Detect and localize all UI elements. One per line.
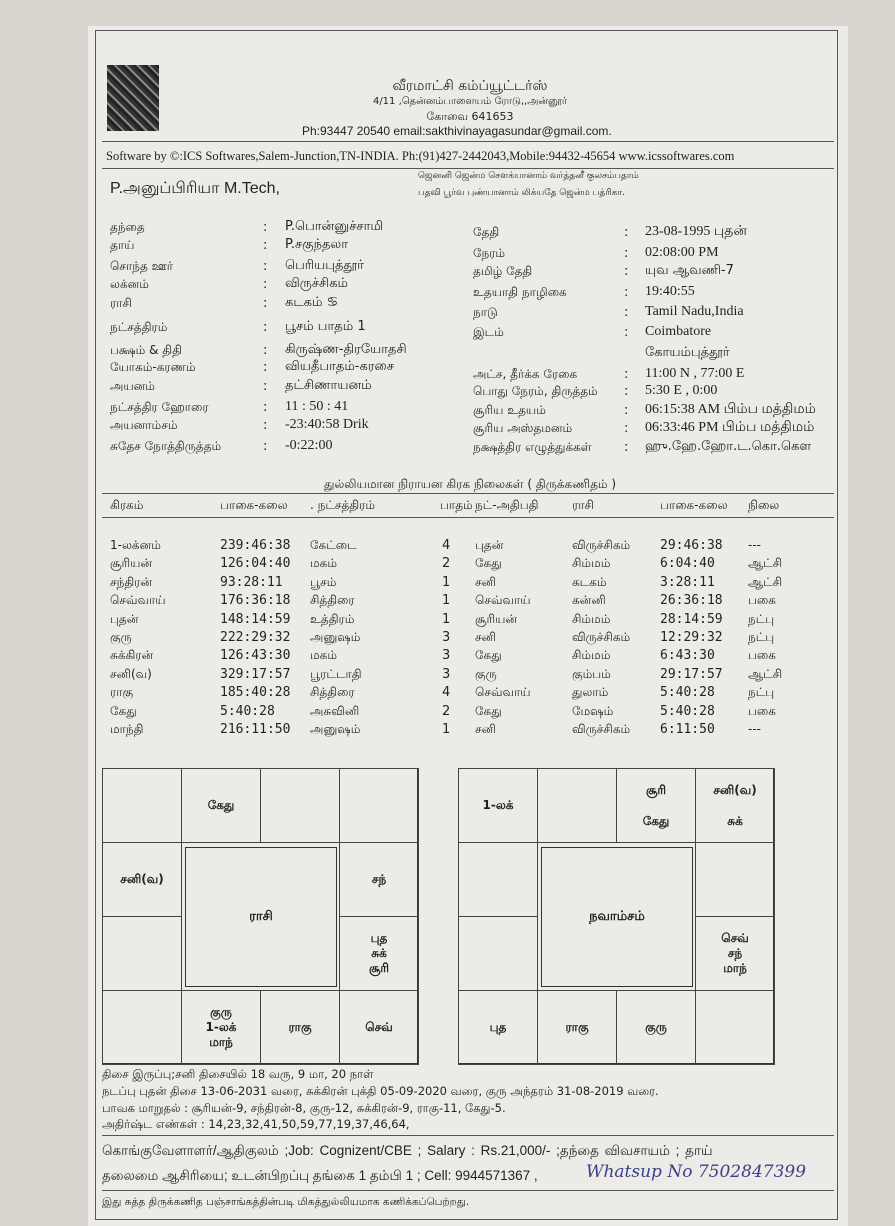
table-cell: 2 bbox=[442, 703, 451, 719]
shop-name: வீரமாட்சி கம்ப்யூட்டர்ஸ் bbox=[392, 78, 548, 94]
detail-value: 5:30 E , 0:00 bbox=[645, 383, 718, 398]
table-cell: சிம்மம் bbox=[572, 556, 611, 571]
table-cell: பகை bbox=[748, 593, 776, 608]
detail-value: Tamil Nadu,India bbox=[645, 304, 744, 319]
table-cell: 176:36:18 bbox=[220, 593, 291, 609]
table-cell: ஆட்சி bbox=[748, 556, 783, 571]
planet-label: புத bbox=[370, 931, 388, 945]
colon: : bbox=[624, 225, 629, 240]
table-cell: உத்திரம் bbox=[310, 611, 355, 626]
detail-value: யுவ ஆவணி-7 bbox=[645, 263, 734, 278]
detail-label: லக்னம் bbox=[110, 277, 149, 291]
table-cell: 1 bbox=[442, 574, 451, 590]
table-cell: 329:17:57 bbox=[220, 666, 291, 682]
table-cell: சனி bbox=[475, 722, 496, 736]
info-line-2: தலைமை ஆசிரியை; உடன்பிறப்பு தங்கை 1 தம்பி 1 ; Cell: 9944571367 , bbox=[102, 1168, 538, 1183]
software-credit: Software by ©:ICS Softwares,Salem-Junction,TN-INDIA. Ph:(91)427-2442043,Mobile:94432-45654 www.icssoftwares.com bbox=[106, 149, 735, 163]
detail-value: -23:40:58 Drik bbox=[285, 417, 369, 432]
table-cell: 126:43:30 bbox=[220, 648, 291, 664]
table-cell: 148:14:59 bbox=[220, 611, 291, 627]
shop-address: 4/11 ,தென்னம்பாளையம் ரோடு,,அன்னூர் bbox=[372, 96, 568, 107]
table-cell: சந்திரன் bbox=[110, 574, 153, 589]
planet-label: சந் bbox=[727, 946, 743, 960]
table-cell: கடகம் bbox=[572, 574, 607, 589]
table-cell: ராகு bbox=[110, 685, 134, 700]
planet-label: மாந் bbox=[723, 961, 747, 975]
table-cell: சித்திரை bbox=[310, 593, 355, 608]
chart-house bbox=[695, 916, 775, 991]
detail-value: கோயம்புத்தூர் bbox=[645, 345, 730, 360]
table-cell: 29:17:57 bbox=[660, 666, 723, 682]
table-cell: 126:04:40 bbox=[220, 556, 291, 572]
detail-label: ராசி bbox=[110, 296, 132, 310]
info-line-1: கொங்குவேளாளர்/ஆதிகுலம் ;Job: Cognizent/CBE ; Salary : Rs.21,000/- ;தந்தை விவசாயம் ; தாய் bbox=[102, 1143, 713, 1158]
detail-label: நக்ஷத்திர எழுத்துக்கள் bbox=[473, 440, 592, 454]
planet-label: குரு bbox=[210, 1005, 232, 1019]
person-name: P.அனுப்பிரியா M.Tech, bbox=[110, 180, 280, 197]
detail-label: பொது நேரம், திருத்தம் bbox=[473, 384, 598, 398]
chart-house bbox=[181, 990, 261, 1065]
table-cell: பூசம் bbox=[310, 574, 337, 589]
chart-house bbox=[339, 768, 419, 843]
colon: : bbox=[263, 277, 268, 292]
chart-house bbox=[695, 990, 775, 1065]
navamsa-chart bbox=[458, 768, 774, 1064]
table-cell: ஆட்சி bbox=[748, 574, 783, 589]
current-dasa: நடப்பு புதன் திசை 13-06-2031 வரை, சுக்கிரன் புக்தி 05-09-2020 வரை, குரு அந்தரம் 31-08-2019 வரை. bbox=[102, 1084, 659, 1098]
table-cell: 185:40:28 bbox=[220, 685, 291, 701]
table-cell: மகம் bbox=[310, 648, 337, 663]
chart-house bbox=[339, 990, 419, 1065]
detail-value: 06:33:46 PM பிம்ப மத்திமம் bbox=[645, 420, 815, 435]
colon: : bbox=[263, 220, 268, 235]
detail-label: அட்ச, தீர்க்க ரேகை bbox=[473, 367, 578, 381]
table-cell: குரு bbox=[110, 630, 132, 644]
table-cell: 2 bbox=[442, 556, 451, 572]
chart-house bbox=[616, 990, 696, 1065]
planet-label: சூரி bbox=[368, 961, 390, 975]
table-cell: துலாம் bbox=[572, 685, 609, 700]
table-cell: புதன் bbox=[475, 538, 504, 552]
detail-label: தமிழ் தேதி bbox=[473, 264, 533, 278]
chart-house bbox=[695, 842, 775, 917]
table-cell: செவ்வாய் bbox=[475, 593, 531, 608]
planet-label: கேது bbox=[207, 798, 235, 812]
planet-label: புத bbox=[489, 1020, 507, 1034]
planet-label: 1-லக் bbox=[205, 1020, 237, 1034]
colon: : bbox=[624, 440, 629, 455]
detail-label: நாடு bbox=[473, 305, 498, 319]
table-cell: பகை bbox=[748, 703, 776, 718]
chart-house bbox=[616, 768, 696, 843]
colon: : bbox=[263, 400, 268, 415]
table-cell: 6:43:30 bbox=[660, 648, 715, 664]
chart-house bbox=[260, 768, 340, 843]
colon: : bbox=[624, 367, 629, 382]
chart-house bbox=[458, 990, 538, 1065]
table-cell: மகம் bbox=[310, 556, 337, 571]
table-cell: புதன் bbox=[110, 611, 139, 626]
table-cell: மேஷம் bbox=[572, 703, 614, 718]
detail-value: 11:00 N , 77:00 E bbox=[645, 366, 745, 381]
table-cell: 6:04:40 bbox=[660, 556, 715, 572]
table-cell: கேட்டை bbox=[310, 538, 357, 552]
table-cell: நட்பு bbox=[748, 611, 775, 626]
detail-label: சூரிய அஸ்தமனம் bbox=[473, 421, 573, 435]
table-cell: சனி bbox=[475, 630, 496, 644]
table-cell: 4 bbox=[442, 685, 451, 701]
detail-value: 06:15:38 AM பிம்ப மத்திமம் bbox=[645, 402, 816, 417]
accuracy-note: இது சுத்த திருக்கணித பஞ்சாங்கத்தின்படி மிகத்துல்லியமாக கணிக்கப்பெற்றது. bbox=[102, 1196, 470, 1208]
table-cell: சனி bbox=[475, 574, 496, 589]
table-cell: 12:29:32 bbox=[660, 630, 723, 645]
colon: : bbox=[624, 421, 629, 436]
table-cell: கேது bbox=[475, 556, 502, 571]
table-cell: 1 bbox=[442, 722, 451, 737]
column-header: . நட்சத்திரம் bbox=[310, 498, 376, 512]
table-cell: அசுவினி bbox=[310, 703, 360, 718]
colon: : bbox=[263, 343, 268, 358]
colon: : bbox=[263, 296, 268, 311]
chart-house bbox=[458, 842, 538, 917]
table-cell: ஆட்சி bbox=[748, 666, 783, 681]
logo-image bbox=[107, 65, 159, 131]
table-cell: சனி(வ) bbox=[110, 666, 152, 681]
chart-house bbox=[695, 768, 775, 843]
table-cell: 3:28:11 bbox=[660, 574, 715, 590]
table-cell: கேது bbox=[110, 703, 137, 718]
chart-house bbox=[102, 768, 182, 843]
detail-value: 02:08:00 PM bbox=[645, 245, 719, 260]
detail-label: அயனம் bbox=[110, 379, 155, 393]
dasa-balance: திசை இருப்பு;சனி திசையில் 18 வரு, 9 மா, 20 நாள் bbox=[102, 1067, 374, 1081]
planet-label: சூரி bbox=[645, 782, 667, 797]
table-cell: 3 bbox=[442, 666, 451, 682]
detail-label: அயனாம்சம் bbox=[110, 418, 178, 432]
shop-contact: Ph:93447 20540 email:sakthivinayagasundar@gmail.com. bbox=[302, 124, 612, 138]
planet-label: 1-லக் bbox=[482, 798, 514, 812]
detail-value: பூசம் பாதம் 1 bbox=[285, 319, 366, 334]
verse-line-1: ஜெனனி ஜென்ம சௌக்யானாம் வர்த்தனீ குலசம்பதாம் bbox=[418, 171, 639, 181]
detail-value: P.பொன்னுச்சாமி bbox=[285, 219, 384, 234]
chart-house bbox=[458, 916, 538, 991]
colon: : bbox=[263, 379, 268, 394]
table-cell: விருச்சிகம் bbox=[572, 538, 631, 552]
lucky-numbers: அதிர்ஷ்ட எண்கள் : 14,23,32,41,50,59,77,19,37,46,64, bbox=[102, 1117, 410, 1131]
detail-label: சொந்த ஊர் bbox=[110, 259, 173, 273]
planet-label: சுக் bbox=[727, 813, 743, 828]
planet-label: செவ் bbox=[721, 931, 749, 945]
table-cell: விருச்சிகம் bbox=[572, 630, 631, 644]
table-cell: பகை bbox=[748, 648, 776, 663]
table-cell: --- bbox=[748, 538, 761, 552]
table-cell: சூரியன் bbox=[110, 556, 153, 571]
chart-house bbox=[102, 990, 182, 1065]
chart-house bbox=[102, 842, 182, 917]
planet-label: சந் bbox=[371, 872, 387, 886]
chart-title: நவாம்சம் bbox=[541, 847, 693, 987]
table-cell: 3 bbox=[442, 648, 451, 664]
table-cell: 29:46:38 bbox=[660, 538, 723, 553]
detail-label: நட்சத்திரம் bbox=[110, 320, 168, 334]
shop-city: கோவை 641653 bbox=[426, 110, 514, 123]
column-header: ராசி bbox=[572, 498, 594, 512]
detail-value: -0:22:00 bbox=[285, 438, 333, 453]
table-cell: 1 bbox=[442, 611, 451, 627]
table-cell: 5:40:28 bbox=[660, 685, 715, 701]
table-cell: மாந்தி bbox=[110, 722, 144, 736]
colon: : bbox=[263, 360, 268, 375]
colon: : bbox=[263, 259, 268, 274]
planet-label: மாந் bbox=[209, 1035, 233, 1049]
detail-label: நேரம் bbox=[473, 246, 506, 260]
table-title: துல்லியமான நிராயன கிரக நிலைகள் ( திருக்கணிதம் ) bbox=[323, 477, 617, 491]
colon: : bbox=[624, 305, 629, 320]
colon: : bbox=[624, 264, 629, 279]
table-cell: 1-லக்னம் bbox=[110, 538, 161, 552]
colon: : bbox=[624, 403, 629, 418]
table-cell: 6:11:50 bbox=[660, 722, 715, 737]
detail-value: கடகம் ♋ bbox=[285, 295, 339, 310]
table-cell: 28:14:59 bbox=[660, 611, 723, 627]
table-cell: சூரியன் bbox=[475, 611, 518, 626]
planet-label: ராகு bbox=[288, 1020, 312, 1034]
table-cell: அனுஷம் bbox=[310, 630, 361, 644]
detail-value: கிருஷ்ண-திரயோதசி bbox=[285, 342, 407, 357]
table-cell: 26:36:18 bbox=[660, 593, 723, 609]
colon: : bbox=[263, 320, 268, 335]
column-header: பாகை-கலை bbox=[660, 498, 728, 512]
chart-house bbox=[339, 916, 419, 991]
table-cell: அனுஷம் bbox=[310, 722, 361, 736]
column-header: பாதம் bbox=[440, 498, 473, 512]
detail-value: 23-08-1995 புதன் bbox=[645, 224, 747, 239]
chart-house bbox=[181, 768, 261, 843]
planet-label: கேது bbox=[642, 813, 670, 828]
table-cell: கேது bbox=[475, 703, 502, 718]
chart-house bbox=[458, 768, 538, 843]
planet-label: ராகு bbox=[565, 1020, 589, 1034]
table-cell: 222:29:32 bbox=[220, 630, 291, 645]
colon: : bbox=[624, 325, 629, 340]
colon: : bbox=[624, 246, 629, 261]
detail-value: P.சகுந்தலா bbox=[285, 237, 349, 252]
table-cell: நட்பு bbox=[748, 630, 775, 644]
detail-value: பெரியபுத்தூர் bbox=[285, 258, 364, 273]
detail-value: 19:40:55 bbox=[645, 284, 695, 299]
column-header: பாகை-கலை bbox=[220, 498, 288, 512]
chart-house bbox=[537, 768, 617, 843]
detail-label: சூரிய உதயம் bbox=[473, 403, 546, 417]
detail-value: தட்சிணாயனம் bbox=[285, 378, 372, 393]
planet-label: செவ் bbox=[365, 1020, 393, 1034]
detail-label: தேதி bbox=[473, 225, 500, 239]
detail-label: நட்சத்திர ஹோரை bbox=[110, 400, 209, 414]
table-cell: கன்னி bbox=[572, 593, 606, 608]
table-cell: நட்பு bbox=[748, 685, 775, 700]
table-cell: 93:28:11 bbox=[220, 574, 283, 590]
colon: : bbox=[624, 285, 629, 300]
table-cell: 216:11:50 bbox=[220, 722, 291, 737]
table-cell: 239:46:38 bbox=[220, 538, 291, 553]
table-cell: சிம்மம் bbox=[572, 611, 611, 626]
table-cell: சித்திரை bbox=[310, 685, 355, 700]
verse-line-2: பதவி பூர்வ புண்யானாம் லிக்யதே ஜென்ம பத்ரிகா. bbox=[418, 188, 625, 198]
detail-label: சுதேச நோத்திருத்தம் bbox=[110, 439, 222, 453]
table-cell: கேது bbox=[475, 648, 502, 663]
column-header: நட்-அதிபதி bbox=[475, 498, 539, 512]
detail-value: ஹு.ஹே.ஹோ.ட.கொ.கௌ bbox=[645, 439, 812, 454]
rasi-chart bbox=[102, 768, 418, 1064]
table-cell: குரு bbox=[475, 666, 497, 681]
detail-label: இடம் bbox=[473, 325, 504, 339]
detail-value: விருச்சிகம் bbox=[285, 276, 348, 291]
table-cell: --- bbox=[748, 722, 761, 736]
chart-house bbox=[339, 842, 419, 917]
chart-house bbox=[537, 990, 617, 1065]
bhava-change: பாவக மாறுதல் : சூரியன்-9, சந்திரன்-8, குரு-12, சுக்கிரன்-9, ராகு-11, கேது-5. bbox=[102, 1101, 506, 1115]
table-cell: 3 bbox=[442, 630, 451, 645]
colon: : bbox=[263, 418, 268, 433]
detail-label: யோகம்-கரணம் bbox=[110, 360, 196, 374]
table-cell: விருச்சிகம் bbox=[572, 722, 631, 736]
planet-label: குரு bbox=[645, 1020, 667, 1034]
table-cell: சிம்மம் bbox=[572, 648, 611, 663]
colon: : bbox=[624, 384, 629, 399]
detail-value: 11 : 50 : 41 bbox=[285, 399, 349, 414]
handwritten-whatsapp: Whatsup No 7502847399 bbox=[586, 1162, 807, 1182]
detail-label: பக்ஷம் & திதி bbox=[110, 343, 182, 357]
table-cell: 5:40:28 bbox=[660, 703, 715, 719]
detail-value: வியதீபாதம்-கரசை bbox=[285, 359, 395, 374]
table-cell: செவ்வாய் bbox=[475, 685, 531, 700]
detail-value: Coimbatore bbox=[645, 324, 712, 339]
detail-label: தந்தை bbox=[110, 220, 145, 234]
table-cell: சுக்கிரன் bbox=[110, 648, 154, 663]
colon: : bbox=[263, 238, 268, 253]
colon: : bbox=[263, 439, 268, 454]
planet-label: சனி(வ) bbox=[120, 872, 164, 886]
detail-label: தாய் bbox=[110, 238, 135, 252]
table-cell: 5:40:28 bbox=[220, 703, 275, 719]
chart-house bbox=[102, 916, 182, 991]
planet-label: சுக் bbox=[371, 946, 387, 960]
planet-label: சனி(வ) bbox=[713, 782, 757, 797]
table-cell: 4 bbox=[442, 538, 451, 553]
chart-title: ராசி bbox=[185, 847, 337, 987]
table-cell: பூரட்டாதி bbox=[310, 666, 362, 681]
column-header: கிரகம் bbox=[110, 498, 144, 512]
detail-label: உதயாதி நாழிகை bbox=[473, 285, 567, 299]
table-cell: செவ்வாய் bbox=[110, 593, 166, 608]
column-header: நிலை bbox=[748, 498, 780, 512]
chart-house bbox=[260, 990, 340, 1065]
table-cell: கும்பம் bbox=[572, 666, 611, 681]
table-cell: 1 bbox=[442, 593, 451, 609]
